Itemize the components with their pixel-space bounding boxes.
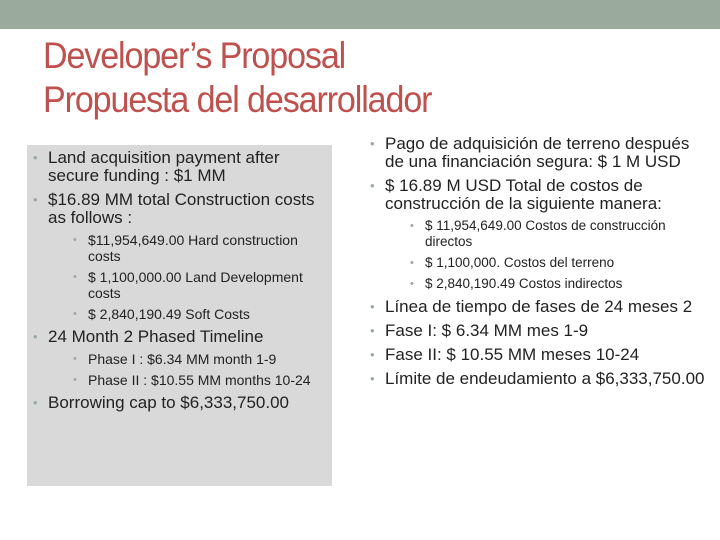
bullet-text: $16.89 MM total Construction costs as follows : — [48, 190, 315, 227]
bullet-construction-costs — [30, 191, 330, 322]
bullet-fase-1 — [367, 322, 712, 340]
bullet-fase-2 — [367, 346, 712, 364]
sub-bullet-costos-terreno: • $ 1,100,000. Costos del terreno — [385, 255, 712, 271]
sub-bullet-list — [48, 232, 330, 322]
bullet-text: $ 16.89 M USD Total de costos de construcción de la siguiente manera: — [385, 176, 662, 213]
top-accent-band — [0, 0, 720, 29]
sub-bullet-phase-2: • Phase II : $10.55 MM months 10-24 — [48, 372, 330, 388]
bullet-text: Land acquisition payment after secure funding : $1 MM — [48, 148, 280, 185]
bullet-timeline — [30, 328, 330, 388]
spanish-bullet-list — [367, 135, 712, 394]
bullet-borrowing-cap — [30, 394, 330, 412]
sub-bullet-list — [385, 218, 712, 292]
bullet-pago-adquisicion — [367, 135, 712, 171]
english-bullet-list — [30, 149, 330, 418]
bullet-text: Fase I: $ 6.34 MM mes 1-9 — [385, 321, 589, 340]
sub-bullet-list — [48, 351, 330, 388]
bullet-text: Borrowing cap to $6,333,750.00 — [48, 393, 290, 412]
slide-title — [43, 34, 431, 122]
sub-bullet-hard-costs: • $11,954,649.00 Hard construction costs — [48, 232, 330, 264]
bullet-linea-tiempo — [367, 298, 712, 316]
bullet-limite-endeudamiento — [367, 370, 712, 388]
bullet-text: Fase II: $ 10.55 MM meses 10-24 — [385, 345, 640, 364]
sub-bullet-phase-1: • Phase I : $6.34 MM month 1-9 — [48, 351, 330, 367]
bullet-costos-construccion — [367, 177, 712, 292]
sub-bullet-soft-costs: • $ 2,840,190.49 Soft Costs — [48, 306, 330, 322]
title-line-english: Developer’s Proposal — [43, 35, 346, 76]
bullet-text: Línea de tiempo de fases de 24 meses 2 — [385, 297, 693, 316]
sub-bullet-land-development: • $ 1,100,000.00 Land Development costs — [48, 269, 330, 301]
bullet-text: 24 Month 2 Phased Timeline — [48, 327, 264, 346]
title-line-spanish: Propuesta del desarrollador — [43, 79, 432, 120]
bullet-land-acquisition — [30, 149, 330, 185]
sub-bullet-costos-indirectos: • $ 2,840,190.49 Costos indirectos — [385, 276, 712, 292]
sub-bullet-costos-directos: • $ 11,954,649.00 Costos de construcción directos — [385, 218, 712, 250]
bullet-text: Límite de endeudamiento a $6,333,750.00 — [385, 369, 705, 388]
bullet-text: Pago de adquisición de terreno después de una financiación segura: $ 1 M USD — [385, 134, 690, 171]
